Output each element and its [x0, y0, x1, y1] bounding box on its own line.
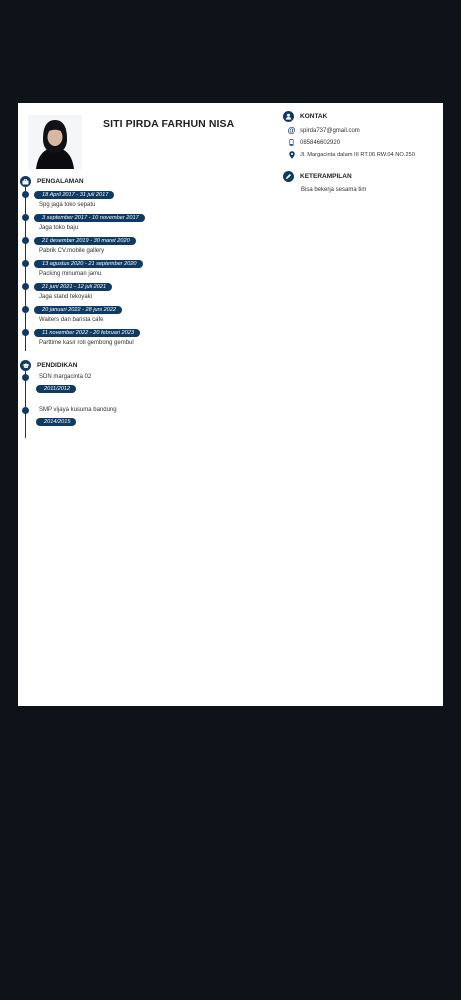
timeline-dot	[22, 237, 29, 244]
timeline-dot	[22, 260, 29, 267]
timeline-dot	[22, 306, 29, 313]
location-pin-icon	[288, 151, 295, 158]
pencil-icon	[283, 171, 294, 182]
experience-period: 21 desember 2019 - 30 maret 2020	[34, 237, 136, 245]
contact-phone[interactable]: 085846602920	[288, 139, 340, 146]
candidate-name: SITI PIRDA FARHUN NISA	[103, 118, 235, 130]
timeline-dot	[22, 374, 29, 381]
experience-period: 18 April 2017 - 31 juli 2017	[34, 191, 114, 199]
experience-period: 20 januari 2022 - 28 juni 2022	[34, 306, 122, 314]
experience-heading: PENGALAMAN	[20, 176, 84, 187]
user-icon	[283, 111, 294, 122]
education-heading: PENDIDIKAN	[20, 360, 77, 371]
timeline-dot	[22, 214, 29, 221]
education-timeline	[25, 371, 26, 438]
phone-icon	[288, 139, 295, 146]
experience-desc: Jaga stand tekoyaki	[39, 294, 93, 300]
experience-period: 21 juni 2021 - 12 juli 2021	[34, 283, 112, 291]
experience-desc: Parttime kasir roti gembong gembul	[39, 340, 134, 346]
timeline-dot	[22, 329, 29, 336]
education-period: 2011/2012	[36, 385, 76, 393]
experience-timeline	[25, 187, 26, 351]
contact-address: Jl. Margacinta dalam III RT.06 RW.04 NO.250	[288, 151, 415, 158]
experience-period: 11 november 2022 - 20 februari 2023	[34, 329, 140, 337]
graduation-cap-icon	[20, 360, 31, 371]
experience-desc: Pabrik CV.mobile gallery	[39, 248, 105, 254]
experience-desc: Spg jaga toko sepatu	[39, 202, 96, 208]
experience-desc: Packing minuman jamu	[39, 271, 102, 277]
education-period: 2014/2015	[36, 418, 76, 426]
experience-desc: Waiters dan barista cafe	[39, 317, 104, 323]
resume-page	[18, 103, 443, 706]
skill-item: Bisa bekerja sesama tim	[301, 187, 367, 193]
profile-photo	[28, 115, 82, 169]
contact-heading: KONTAK	[283, 111, 327, 122]
experience-desc: Jaga toko baju	[39, 225, 79, 231]
experience-period: 13 agustus 2020 - 21 september 2020	[34, 260, 143, 268]
experience-period: 3 september 2017 - 10 november 2017	[34, 214, 145, 222]
skills-heading: KETERAMPILAN	[283, 171, 352, 182]
briefcase-icon	[20, 176, 31, 187]
timeline-dot	[22, 407, 29, 414]
at-sign-icon: @	[287, 126, 296, 135]
education-school: SDN margacinta 02	[39, 374, 92, 380]
timeline-dot	[22, 191, 29, 198]
education-school: SMP vijaya kusuma bandung	[39, 407, 117, 413]
timeline-dot	[22, 283, 29, 290]
contact-email[interactable]: @ spirda737@gmail.com	[287, 126, 360, 135]
